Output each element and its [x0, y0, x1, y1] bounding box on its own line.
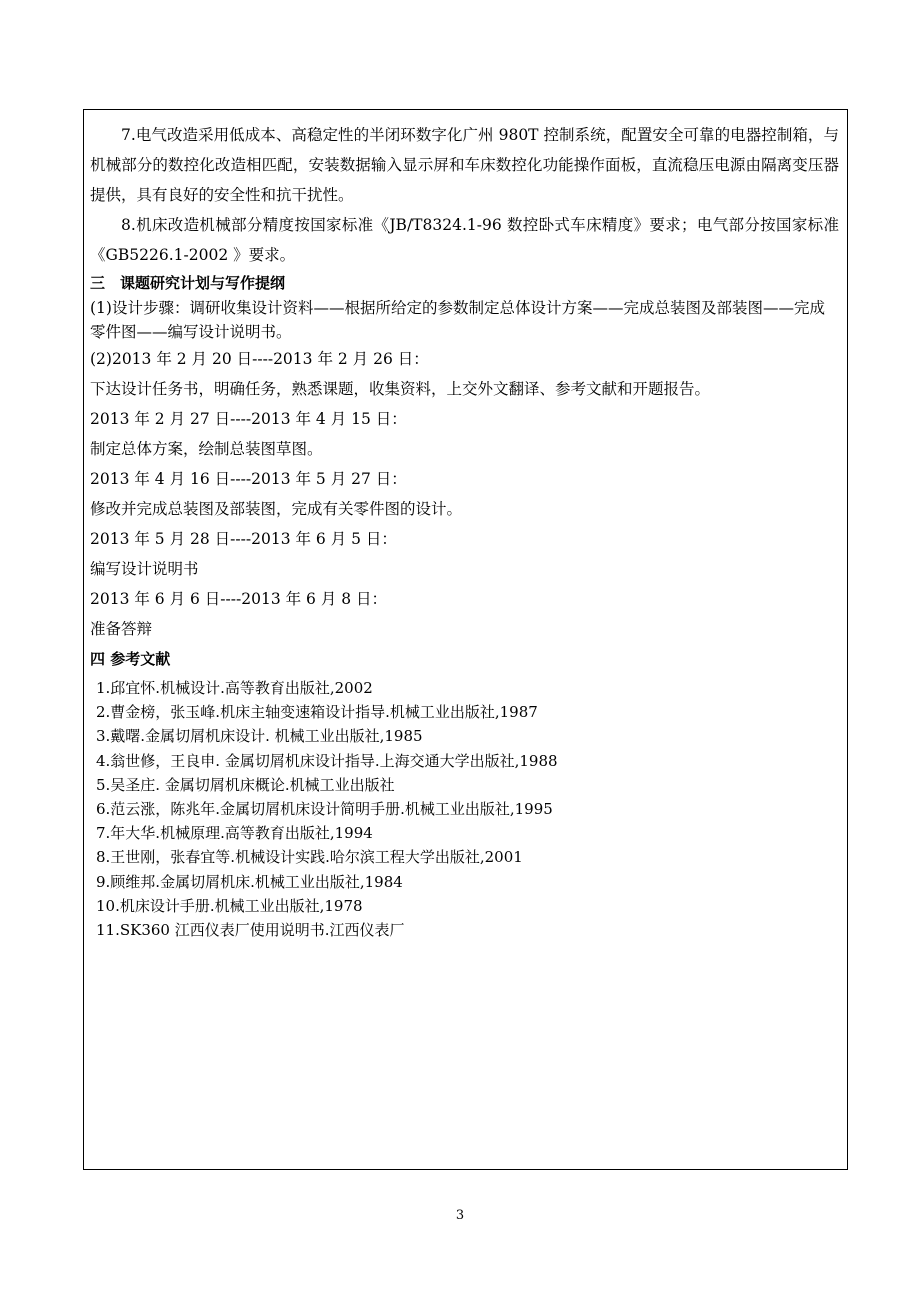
- schedule-task: 编写设计说明书: [90, 560, 199, 578]
- content-frame: [83, 109, 848, 1170]
- design-steps: (1)设计步骤：调研收集设计资料——根据所给定的参数制定总体设计方案——完成总装图及部装图——完成零件图——编写设计说明书。: [90, 299, 825, 341]
- schedule-date: (2)2013 年 2 月 20 日----2013 年 2 月 26 日：: [90, 350, 429, 368]
- schedule-list: [90, 344, 839, 644]
- reference-item: 6.范云涨，陈兆年.金属切屑机床设计简明手册.机械工业出版社,1995: [96, 800, 553, 819]
- schedule-date: 2013 年 2 月 27 日----2013 年 4 月 15 日：: [90, 410, 407, 428]
- section-4-heading: 四 参考文献: [90, 650, 171, 668]
- reference-item: 1.邱宜怀.机械设计.高等教育出版社,2002: [96, 679, 373, 697]
- reference-item: 3.戴曙.金属切屑机床设计. 机械工业出版社,1985: [96, 727, 423, 746]
- reference-item: 2.曹金榜，张玉峰.机床主轴变速箱设计指导.机械工业出版社,1987: [96, 703, 538, 722]
- schedule-task: 修改并完成总装图及部装图，完成有关零件图的设计。: [90, 500, 463, 518]
- section-3-heading: 三 课题研究计划与写作提纲: [90, 274, 286, 292]
- schedule-date: 2013 年 5 月 28 日----2013 年 6 月 5 日：: [90, 530, 397, 548]
- schedule-task: 制定总体方案，绘制总装图草图。: [90, 440, 323, 458]
- schedule-date: 2013 年 4 月 16 日----2013 年 5 月 27 日：: [90, 470, 407, 488]
- reference-item: 5.吴圣庄. 金属切屑机床概论.机械工业出版社: [96, 775, 395, 794]
- reference-item: 9.顾维邦.金属切屑机床.机械工业出版社,1984: [96, 872, 403, 891]
- schedule-date: 2013 年 6 月 6 日----2013 年 6 月 8 日：: [90, 590, 388, 608]
- reference-item: 7.年大华.机械原理.高等教育出版社,1994: [96, 824, 373, 843]
- reference-list: [90, 676, 839, 942]
- page-number: 3: [455, 1208, 465, 1223]
- paragraph-7: 7.电气改造采用低成本、高稳定性的半闭环数字化广州 980T 控制系统，配置安全可靠的电器控制箱，与机械部分的数控化改造相匹配，安装数据输入显示屏和车床数控化功能操作面板，直流稳压电源由隔离变压器提供，具有良好的安全性和抗干扰性。: [90, 126, 839, 204]
- schedule-task: 下达设计任务书，明确任务，熟悉课题，收集资料，上交外文翻译、参考文献和开题报告。: [90, 380, 711, 398]
- content-body: [90, 120, 839, 942]
- reference-item: 11.SK360 江西仪表厂使用说明书.江西仪表厂: [96, 921, 405, 940]
- reference-item: 8.王世刚，张春宜等.机械设计实践.哈尔滨工程大学出版社,2001: [96, 848, 523, 867]
- paragraph-8: 8.机床改造机械部分精度按国家标准《JB/T8324.1-96 数控卧式车床精度》要求；电气部分按国家标准《GB5226.1-2002 》要求。: [90, 216, 839, 264]
- reference-item: 4.翁世修，王良申. 金属切屑机床设计指导.上海交通大学出版社,1988: [96, 751, 558, 770]
- schedule-task: 准备答辩: [90, 620, 153, 638]
- reference-item: 10.机床设计手册.机械工业出版社,1978: [96, 896, 363, 915]
